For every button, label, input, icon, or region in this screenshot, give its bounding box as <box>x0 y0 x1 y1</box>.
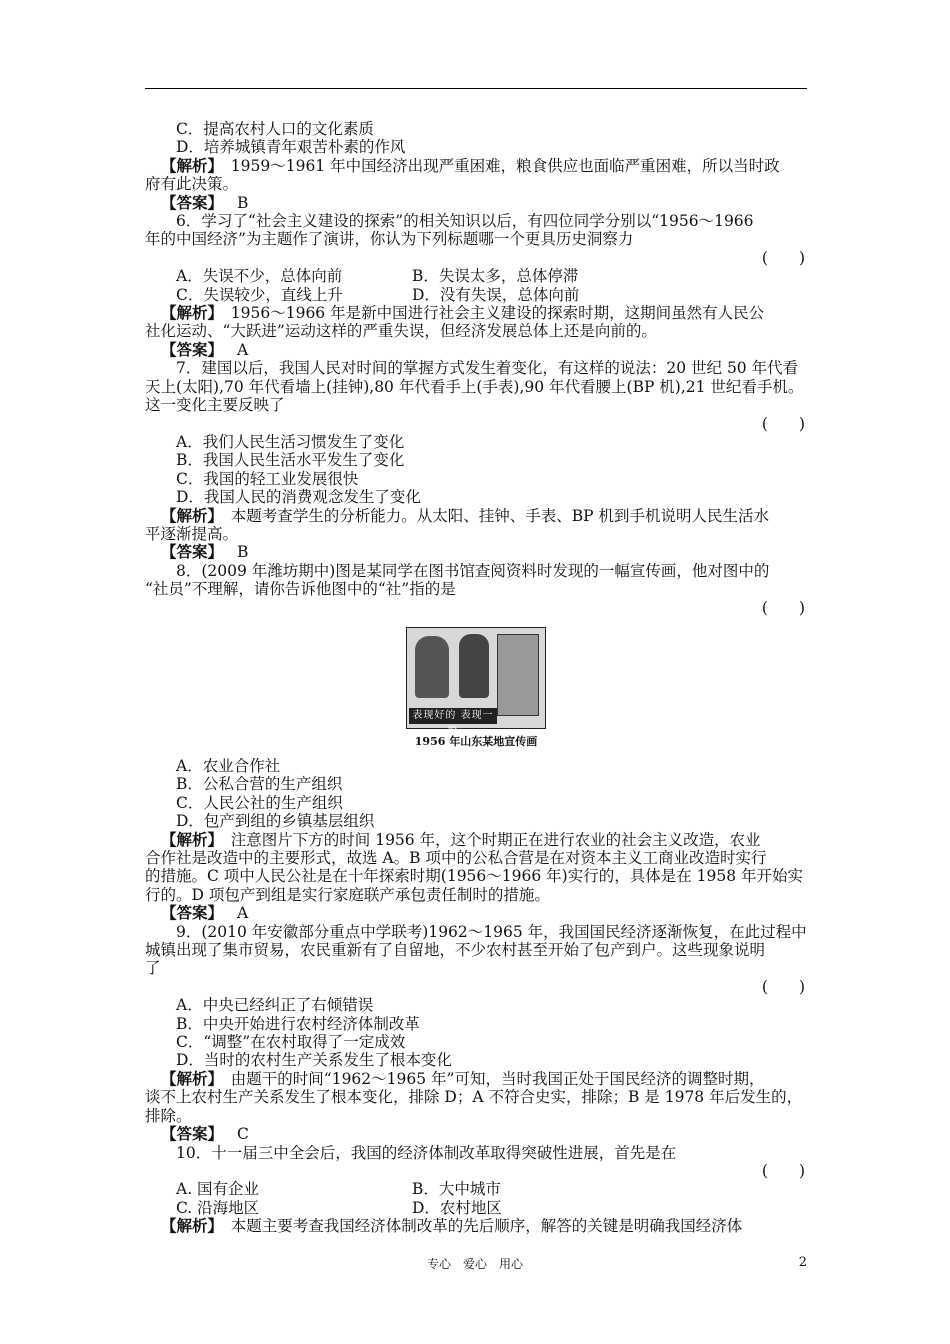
analysis <box>145 157 807 175</box>
answer-bracket: ( ) <box>761 414 805 433</box>
header-rule <box>145 88 807 89</box>
analysis-label: 【解析】 <box>161 1216 216 1236</box>
option-row <box>145 1180 807 1198</box>
option-row <box>145 267 807 285</box>
option-a: A．失误不少，总体向前 <box>176 267 343 286</box>
analysis-continued: 的措施。C 项中人民公社是在十年探索时期(1956～1966 年)实行的，具体是在 1958 年开始实 <box>145 867 804 886</box>
answer <box>145 341 807 359</box>
figure-person-icon <box>415 636 449 698</box>
figure-panel-icon <box>497 634 539 716</box>
option-b: B．中央开始进行农村经济体制改革 <box>176 1014 420 1033</box>
analysis <box>145 304 807 322</box>
option-a: A．中央已经纠正了右倾错误 <box>176 996 374 1015</box>
analysis-label: 【解析】 <box>161 303 216 323</box>
answer-bracket: ( ) <box>761 1161 805 1180</box>
answer <box>145 543 807 561</box>
question-7-stem-cont: 这一变化主要反映了 <box>145 396 285 415</box>
answer-bracket: ( ) <box>761 248 805 267</box>
answer-value: C <box>237 1125 249 1144</box>
option-d: D．包产到组的乡镇基层组织 <box>176 812 375 831</box>
answer-value: A <box>237 340 249 359</box>
option-a: A．我们人民生活习惯发生了变化 <box>176 432 405 451</box>
document-body <box>145 120 807 1236</box>
question-10-stem: 10．十一届三中全会后，我国的经济体制改革取得突破性进展，首先是在 <box>176 1143 677 1162</box>
answer <box>145 1125 807 1143</box>
analysis-continued: 谈不上农村生产关系发生了根本变化，排除 D；A 不符合史实，排除；B 是 1978 年后发生的， <box>145 1088 803 1107</box>
propaganda-figure <box>145 627 807 751</box>
answer-value: B <box>237 193 249 212</box>
option-d: D．农村地区 <box>412 1198 502 1217</box>
analysis-continued: 合作社是改造中的主要形式，故选 A。B 项中的公私合营是在对资本主义工商业改造时实行 <box>145 849 767 867</box>
option-b: B．我国人民生活水平发生了变化 <box>176 451 405 470</box>
answer-label: 【答案】 <box>161 1124 224 1144</box>
option-d: D．我国人民的消费观念发生了变化 <box>176 488 421 507</box>
question-9-stem: 9．(2010 年安徽部分重点中学联考)1962～1965 年，我国国民经济逐渐恢复，在此过程中 <box>176 922 807 941</box>
option-d: D．培养城镇青年艰苦朴素的作风 <box>176 138 406 157</box>
answer-bracket: ( ) <box>761 598 805 617</box>
page-number: 2 <box>798 1255 807 1270</box>
analysis-label: 【解析】 <box>161 505 216 525</box>
analysis-continued: 平逐渐提高。 <box>145 524 239 543</box>
answer <box>145 904 807 922</box>
analysis-text: 本题考查学生的分析能力。从太阳、挂钟、手表、BP 机到手机说明人民生活水 <box>230 506 770 525</box>
analysis-continued: 排除。 <box>145 1106 192 1125</box>
question-6-stem: 6．学习了“社会主义建设的探索”的相关知识以后，有四位同学分别以“1956～1966 <box>176 212 754 231</box>
question-9-stem-cont: 了 <box>145 959 161 978</box>
analysis-continued: 行的。D 项包产到组是实行家庭联产承包责任制时的措施。 <box>145 885 550 904</box>
option-c: C．我国的轻工业发展很快 <box>176 469 359 488</box>
analysis <box>145 831 807 849</box>
question-8-stem-cont: “社员”不理解，请你告诉他图中的“社”指的是 <box>145 580 456 599</box>
figure-caption: 1956 年山东某地宣传画 <box>414 734 538 748</box>
answer-label: 【答案】 <box>161 542 224 562</box>
analysis <box>145 1217 807 1235</box>
analysis-text: 本题主要考查我国经济体制改革的先后顺序，解答的关键是明确我国经济体 <box>230 1217 743 1236</box>
answer-bracket: ( ) <box>761 977 805 996</box>
answer-label: 【答案】 <box>161 339 224 359</box>
answer-label: 【答案】 <box>161 903 224 923</box>
question-6-stem-cont: 年的中国经济”为主题作了演讲，你认为下列标题哪一个更具历史洞察力 <box>145 230 634 249</box>
analysis-label: 【解析】 <box>161 155 216 175</box>
option-row <box>145 1199 807 1217</box>
option-c: C．“调整”在农村取得了一定成效 <box>176 1033 406 1052</box>
analysis-label: 【解析】 <box>161 829 216 849</box>
poster-banner-text: 表现好的 表现一般 <box>409 708 497 724</box>
question-7-stem: 7．建国以后，我国人民对时间的掌握方式发生着变化，有这样的说法：20 世纪 50 年代看 <box>176 359 799 378</box>
option-c: C. 沿海地区 <box>176 1198 260 1217</box>
propaganda-poster-image <box>406 627 546 737</box>
question-8-stem: 8．(2009 年潍坊期中)图是某同学在图书馆查阅资料时发现的一幅宣传画，他对图中的 <box>176 561 770 580</box>
option-b: B．公私合营的生产组织 <box>176 775 343 794</box>
option-row <box>145 286 807 304</box>
analysis-text: 注意图片下方的时间 1956 年，这个时期正在进行农业的社会主义改造，农业 <box>230 830 761 849</box>
option-b: B．失误太多，总体停滞 <box>412 267 579 286</box>
question-9-stem-cont: 城镇出现了集市贸易，农民重新有了自留地，不少农村甚至开始了包产到户。这些现象说明 <box>145 941 766 960</box>
answer-label: 【答案】 <box>161 192 224 212</box>
option-a: A. 国有企业 <box>176 1180 260 1199</box>
analysis <box>145 1070 807 1088</box>
answer-value: A <box>237 904 249 923</box>
option-d: D．当时的农村生产关系发生了根本变化 <box>176 1051 452 1070</box>
answer-value: B <box>237 543 249 562</box>
option-b: B．大中城市 <box>412 1180 501 1199</box>
analysis-text: 1956～1966 年是新中国进行社会主义建设的探索时期，这期间虽然有人民公 <box>230 304 765 323</box>
analysis-text: 由题干的时间“1962～1965 年”可知，当时我国正处于国民经济的调整时期， <box>230 1069 765 1088</box>
footer-motto: 专心 爱心 用心 <box>426 1257 523 1271</box>
option-c: C．失误较少，直线上升 <box>176 285 343 304</box>
figure-person-icon <box>459 634 489 698</box>
option-a: A．农业合作社 <box>176 756 281 775</box>
analysis-label: 【解析】 <box>161 1068 216 1088</box>
analysis-text: 1959～1961 年中国经济出现严重困难，粮食供应也面临严重困难，所以当时政 <box>230 156 780 175</box>
analysis-continued: 社化运动、“大跃进”运动这样的严重失误，但经济发展总体上还是向前的。 <box>145 322 657 341</box>
analysis-continued: 府有此决策。 <box>145 175 239 194</box>
question-7-stem-cont: 天上(太阳),70 年代看墙上(挂钟),80 年代看手上(手表),90 年代看腰上(BP 机),21 世纪看手机。 <box>145 377 804 396</box>
option-d: D．没有失误，总体向前 <box>412 285 580 304</box>
option-c: C．人民公社的生产组织 <box>176 793 343 812</box>
option-c: C．提高农村人口的文化素质 <box>176 120 374 138</box>
answer <box>145 194 807 212</box>
analysis <box>145 507 807 525</box>
